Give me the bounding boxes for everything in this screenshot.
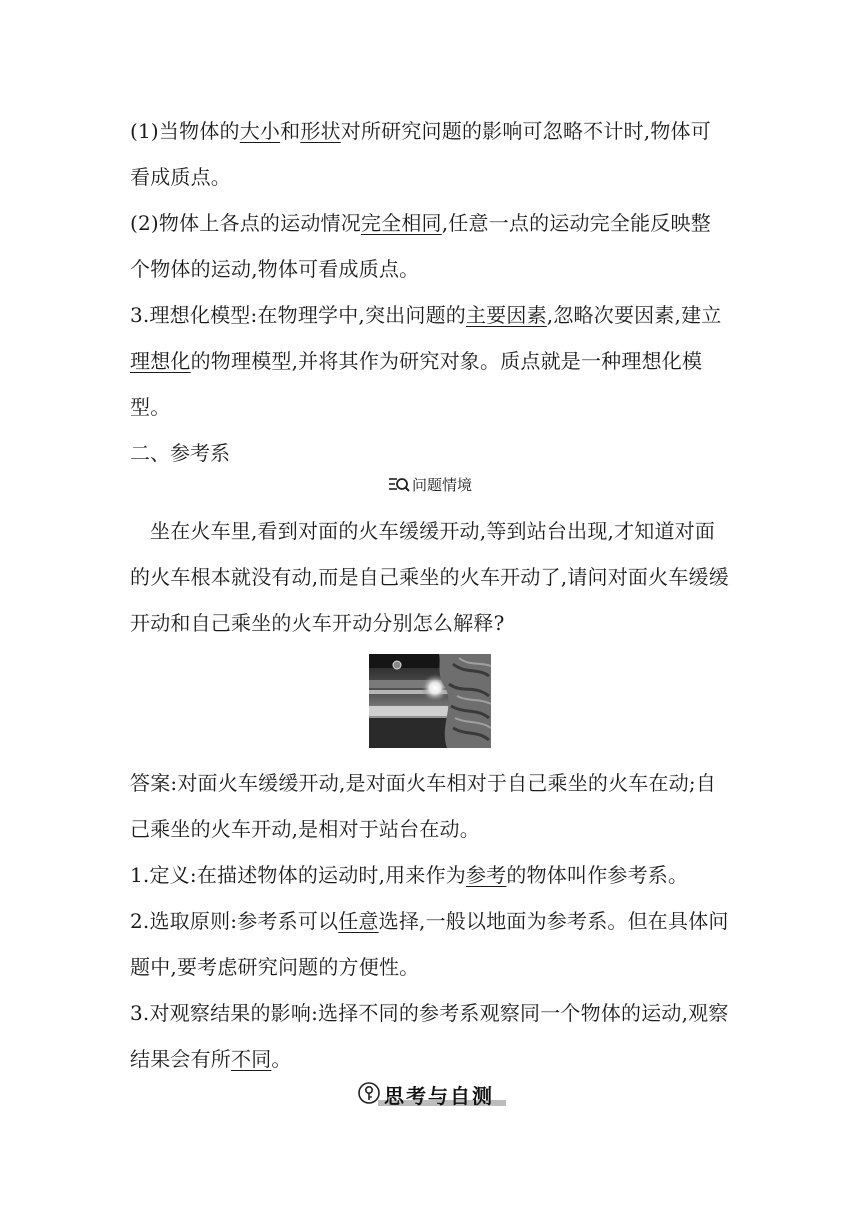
think-self-test-banner bbox=[356, 1080, 506, 1110]
underlined-term: 形状 bbox=[300, 119, 341, 143]
definition-3 bbox=[130, 990, 730, 1082]
text: (1)当物体的 bbox=[130, 119, 240, 143]
text: (2)物体上各点的运动情况 bbox=[130, 211, 361, 235]
text: ,任意一点的运动完全能反映整个物体的运动,物体可看成质点。 bbox=[130, 211, 711, 281]
key-lightbulb-icon bbox=[358, 1081, 380, 1109]
banner-title: 思考与自测 bbox=[384, 1084, 494, 1108]
reference-frame-section bbox=[130, 760, 730, 1082]
text: ,忽略次要因素,建立 bbox=[546, 303, 722, 327]
text: 的物理模型,并将其作为研究对象。质点就是一种理想化模型。 bbox=[130, 349, 703, 419]
section-heading-reference-frame: 二、参考系 bbox=[130, 441, 230, 465]
underlined-term: 任意 bbox=[338, 909, 379, 933]
text: 2.选取原则:参考系可以 bbox=[130, 909, 339, 933]
underlined-term: 主要因素 bbox=[465, 303, 547, 327]
answer-text: 答案:对面火车缓缓开动,是对面火车相对于自己乘坐的火车在动;自己乘坐的火车开动,是相对于站台在动。 bbox=[130, 771, 717, 841]
underlined-term: 参考 bbox=[465, 863, 507, 887]
definition-1 bbox=[130, 852, 730, 898]
condition-1 bbox=[130, 108, 730, 200]
text: 1.定义:在描述物体的运动时,用来作为 bbox=[130, 863, 466, 887]
text: 和 bbox=[280, 119, 301, 143]
text: 3.理想化模型:在物理学中,突出问题的 bbox=[130, 303, 466, 327]
text: 对所研究问题的影响可忽略不计时,物体可看成质点。 bbox=[130, 119, 711, 189]
question-block bbox=[130, 508, 730, 646]
question-text: 坐在火车里,看到对面的火车缓缓开动,等到站台出现,才知道对面的火车根本就没有动,而是自己乘坐的火车开动了,请问对面火车缓缓开动和自己乘坐的火车开动分别怎么解释? bbox=[130, 519, 729, 635]
underlined-term: 大小 bbox=[239, 119, 281, 143]
underlined-term: 理想化 bbox=[130, 349, 191, 373]
particle-section bbox=[130, 108, 730, 476]
underlined-term: 完全相同 bbox=[360, 211, 442, 235]
problem-situation-label bbox=[0, 474, 860, 496]
text: 选择,一般以地面为参考系。但在具体问题中,要考虑研究问题的方便性。 bbox=[130, 909, 729, 979]
text: 。 bbox=[271, 1047, 292, 1071]
text: 3.对观察结果的影响:选择不同的参考系观察同一个物体的运动,观察结果会有所 bbox=[130, 1001, 729, 1071]
condition-2 bbox=[130, 200, 730, 292]
underlined-term: 不同 bbox=[231, 1047, 272, 1071]
train-window-photo bbox=[369, 654, 491, 748]
definition-2 bbox=[130, 898, 730, 990]
text: 的物体叫作参考系。 bbox=[506, 863, 689, 887]
idealized-model bbox=[130, 292, 730, 430]
magnifier-list-icon bbox=[388, 476, 410, 496]
situation-title: 问题情境 bbox=[411, 476, 472, 494]
